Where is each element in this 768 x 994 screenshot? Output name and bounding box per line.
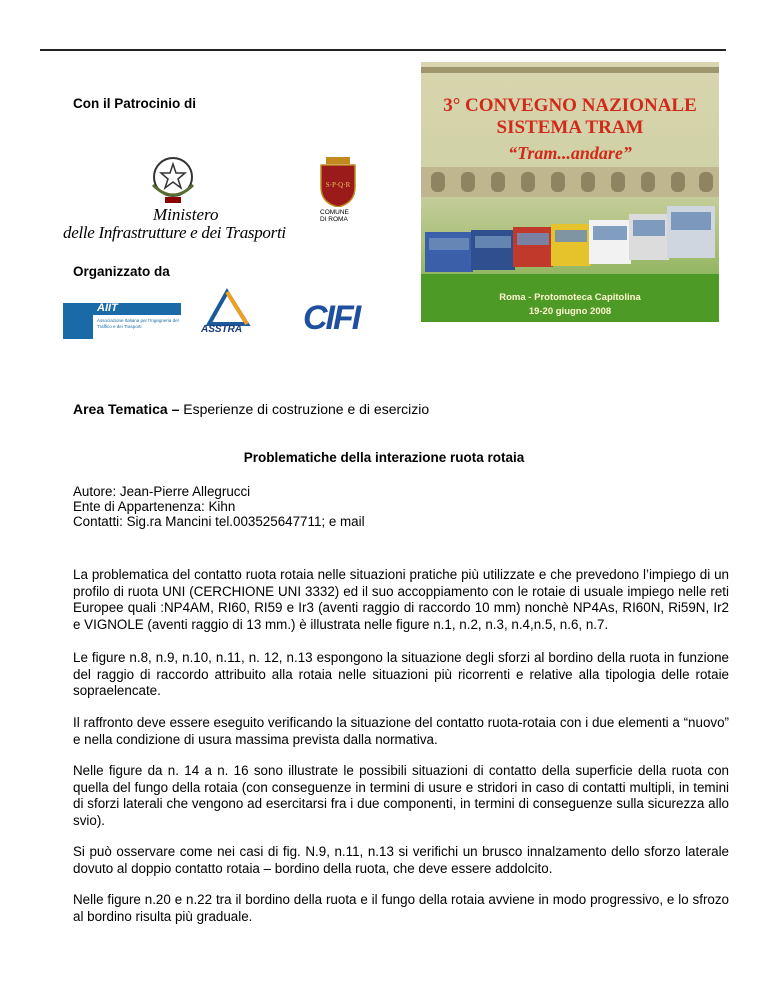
area-tematica-value: Esperienze di costruzione e di esercizio (179, 401, 430, 417)
ministero-logo (63, 155, 286, 242)
asstra-text: ASSTRA (201, 324, 243, 335)
paragraph-3: Il raffronto deve essere eseguito verificando la situazione del contatto ruota-rotaia con i due elementi a “nuovo” e nella condizione di usura massima prevista dalla normativa. (73, 715, 729, 747)
paragraph-1: La problematica del contatto ruota rotaia nelle situazioni pratiche più utilizzate e che prevedono l’impiego di un profilo di ruota UNI (CERCHIONE UNI 3332) ed il suo accoppiamento con le rotaie di usuale impiego nelle reti Europee quali :NP4AM, RI60, RI59 e Ir3 (aventi raggio di raccordo 10 mm) nonchè NP4As, RI60N, Ri59N, Ir2 e VIGNOLE (aventi raggio di 13 mm.) è illustrata nelle figure n.1, n.2, n.3, n.4,n.5, n.6, n.7. (73, 567, 729, 632)
roma-shield-icon (318, 157, 358, 207)
contatti-line: Contatti: Sig.ra Mancini tel.003525647711; e mail (73, 514, 365, 529)
conference-poster (421, 62, 719, 322)
svg-text:S·P·Q·R: S·P·Q·R (325, 181, 351, 189)
paragraph-6: Nelle figure n.20 e n.22 tra il bordino della ruota e il fungo della rotaia avviene in modo progressivo, e lo sfrozo al bordino risulta più graduale. (73, 892, 729, 924)
ministero-line2: delle Infrastrutture e dei Trasporti (63, 223, 286, 242)
asstra-logo (197, 288, 263, 340)
author-line: Autore: Jean-Pierre Allegrucci (73, 484, 251, 499)
aiit-subtext: Associazione Italiana per l'Ingegneria del Traffico e dei Trasporti (97, 318, 179, 329)
patrocinio-label: Con il Patrocinio di (73, 96, 197, 111)
poster-title-1: 3° CONVEGNO NAZIONALE (443, 95, 697, 116)
paragraph-4: Nelle figure da n. 14 a n. 16 sono illustrate le possibili situazioni di contatto della superficie della ruota con quella del fungo della rotaia (con conseguenze in termini di usure e stridori in caso di contatti multipli, in temini di sforzi laterali che vengono ad esercitarsi fra i due componenti, in termini di conseguenze sulla sicurezza allo svio). (73, 763, 729, 828)
paragraph-5: Si può osservare come nei casi di fig. N.9, n.11, n.13 si verifichi un brusco innalzamento dello sforzo laterale dovuto al doppio contatto rotaia – bordino della ruota, che deve essere addolcito. (73, 844, 729, 876)
emblem-icon (143, 155, 203, 205)
area-tematica (73, 401, 429, 418)
top-rule (40, 49, 726, 51)
paper-title: Problematiche della interazione ruota rotaia (243, 450, 525, 465)
poster-subtitle: “Tram...andare” (508, 143, 632, 163)
cifi-logo (303, 300, 375, 336)
aiit-text: AIIT (97, 302, 118, 314)
aiit-mark-icon (63, 303, 93, 339)
aiit-logo (63, 303, 181, 339)
poster-title-2: SISTEMA TRAM (496, 117, 644, 138)
comune-roma-logo (318, 157, 368, 229)
poster-place: Roma - Protomoteca Capitolina (499, 292, 641, 303)
asstra-triangle-icon (197, 288, 263, 328)
area-tematica-label: Area Tematica – (73, 401, 180, 417)
organizzato-label: Organizzato da (73, 264, 170, 279)
ministero-line1: Ministero (153, 205, 219, 224)
poster-date: 19-20 giugno 2008 (528, 306, 612, 317)
paragraph-2: Le figure n.8, n.9, n.10, n.11, n. 12, n.13 espongono la situazione degli sforzi al bordino della ruota in funzione del raggio di raccordo attribuito alla rotaia nelle situazioni più ricorrenti e relative alla tipologia delle rotaie sopraelencate. (73, 650, 729, 698)
ente-line: Ente di Appartenenza: Kihn (73, 499, 236, 514)
comune-roma-text: COMUNE DI ROMA (320, 209, 349, 223)
cifi-text: CIFI (303, 299, 360, 337)
